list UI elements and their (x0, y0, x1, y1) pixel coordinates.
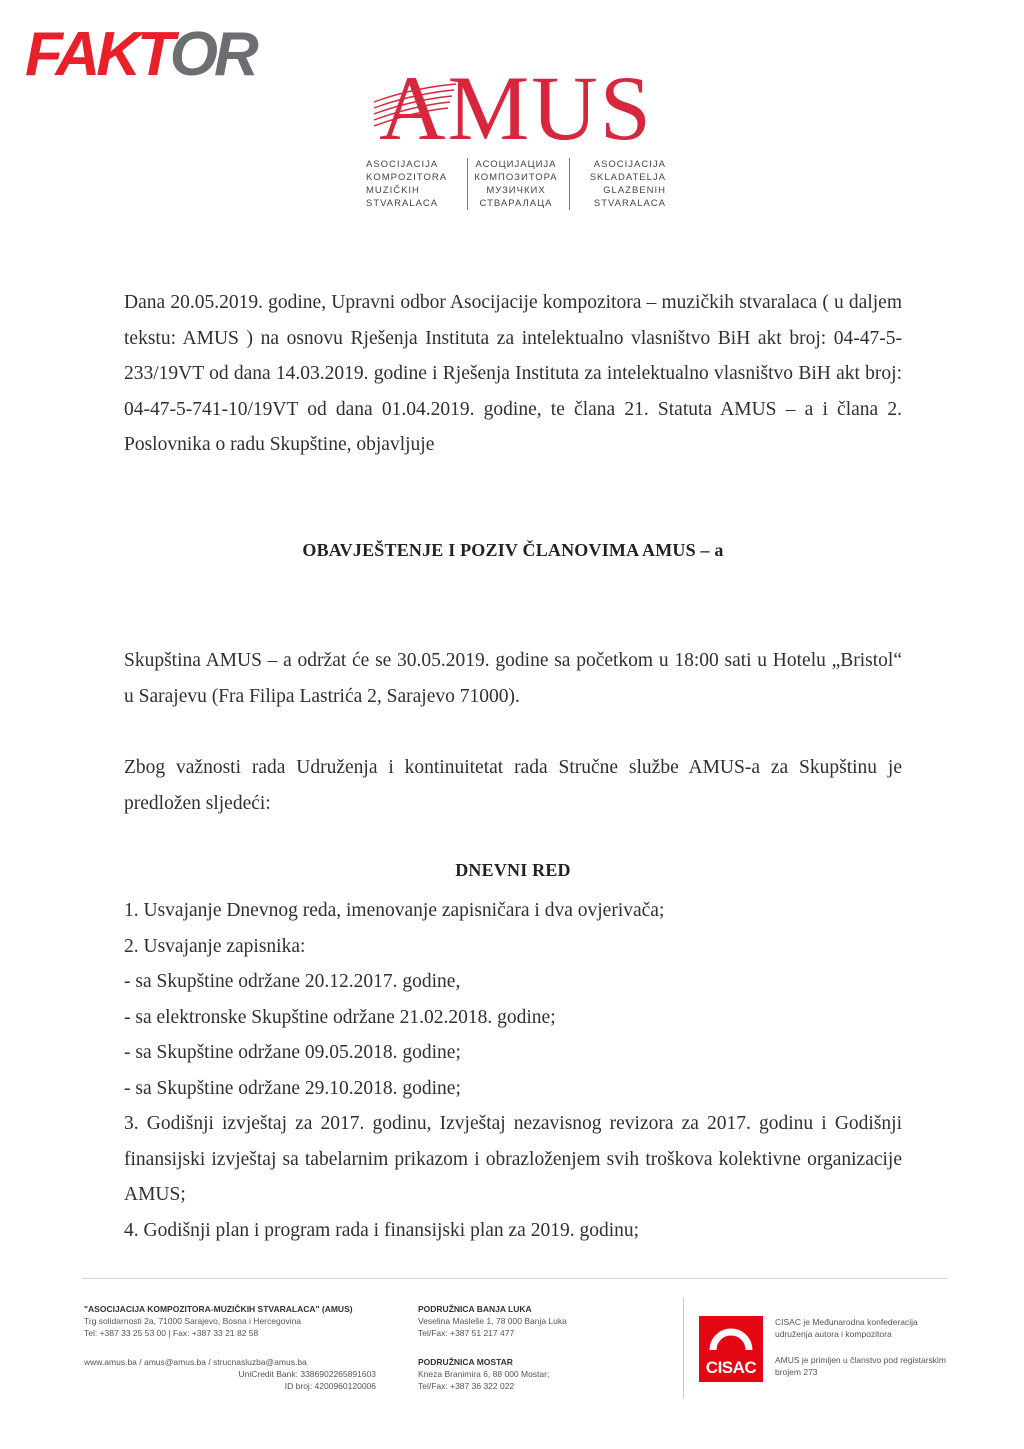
footer-mostar (418, 1356, 638, 1392)
footer-web[interactable]: www.amus.ba / amus@amus.ba / strucnasluzba@amus.ba (84, 1357, 307, 1367)
amus-col-line: GLAZBENIH (603, 185, 666, 196)
agenda-item: 4. Godišnji plan i program rada i finansijski plan za 2019. godinu; (124, 1219, 640, 1241)
footer-org-address: Trg solidarnosti 2a, 71000 Sarajevo, Bosna i Hercegovina (84, 1316, 302, 1326)
amus-col-line: КОМПОЗИТОРА (474, 172, 558, 183)
footer-mo-tel: Tel/Fax: +387 36 322 022 (418, 1381, 515, 1391)
amus-col-line: SKLADATELJA (589, 172, 666, 183)
cisac-label: CISAC (705, 1358, 757, 1377)
footer-vertical-divider (683, 1298, 684, 1398)
notice-heading: OBAVJEŠTENJE I POZIV ČLANOVIMA AMUS – a (302, 540, 724, 560)
amus-col-line: ASOCIJACIJA (366, 159, 439, 170)
agenda-heading: DNEVNI RED (455, 860, 571, 880)
agenda-item: - sa Skupštine održane 20.12.2017. godine, (124, 971, 461, 992)
amus-col-line: STVARALACA (593, 198, 666, 209)
agenda-item: - sa Skupštine održane 29.10.2018. godine; (124, 1077, 461, 1099)
faktor-logo-grey: OR (169, 20, 255, 89)
amus-col-line: KOMPOZITORA (366, 172, 448, 183)
proposal-paragraph: Zbog važnosti rada Udruženja i kontinuitetat rada Stručne službe AMUS-a za Skupštinu je predložen sljedeći: (124, 757, 902, 814)
footer-org-name: "ASOCIJACIJA KOMPOZITORA-MUZIČKIH STVARALACA" (AMUS) (84, 1304, 353, 1314)
footer-org-tel: Tel: +387 33 25 53 00 | Fax: +387 33 21 82 58 (84, 1328, 259, 1338)
agenda-item: 1. Usvajanje Dnevnog reda, imenovanje zapisničara i dva ovjerivača; (124, 900, 665, 921)
agenda-list (124, 893, 902, 1248)
footer-id: ID broj: 4200960120006 (284, 1381, 376, 1391)
amus-logo (366, 57, 666, 222)
amus-col-cyrillic (467, 158, 564, 210)
amus-col-line: СТВАРАЛАЦА (479, 198, 553, 209)
agenda-item: 3. Godišnji izvještaj za 2017. godinu, Izvještaj nezavisnog revizora za 2017. godinu i Godišnji finansijski izvještaj sa tabelarnim prikazom i obrazloženjem svih troškova kolektivne organizacije AMUS; (124, 1113, 902, 1205)
intro-paragraph: Dana 20.05.2019. godine, Upravni odbor Asocijacije kompozitora – muzičkih stvaralaca ( u daljem tekstu: AMUS ) na osnovu Rješenja Instituta za intelektualno vlasništvo BiH akt broj: 04-47-5-233/19VT od dana 14.03.2019. godine i Rješenja Instituta za intelektualno vlasništvo BiH akt broj: 04-47-5-741-10/19VT od dana 01.04.2019. godine, te člana 21. Statuta AMUS – a i člana 2. Poslovnika o radu Skupštine, objavljuje (124, 292, 902, 455)
agenda-item: - sa Skupštine održane 09.05.2018. godine; (124, 1042, 461, 1063)
footer-bl-address: Veselina Masleše 1, 78 000 Banja Luka (418, 1316, 567, 1326)
cisac-arc-icon (699, 1318, 763, 1358)
amus-col-line: АСОЦИЈАЦИЈА (475, 159, 557, 170)
footer-bank: UniCredit Bank: 3386902265891603 (238, 1369, 376, 1379)
amus-col-line: STVARALACA (366, 198, 439, 209)
amus-col-croatian (569, 158, 666, 210)
footer-mo-address: Kneza Branimira 6, 88 000 Mostar; (418, 1369, 550, 1379)
footer-divider (82, 1278, 948, 1279)
footer-bl-title: PODRUŽNICA BANJA LUKA (418, 1304, 532, 1314)
footer-org-block (84, 1303, 394, 1339)
amus-col-line: ASOCIJACIJA (593, 159, 666, 170)
footer-bl-tel: Tel/Fax: +387 51 217 477 (418, 1328, 515, 1338)
agenda-item: 2. Usvajanje zapisnika: (124, 935, 306, 957)
assembly-paragraph: Skupština AMUS – a održat će se 30.05.2019. godine sa početkom u 18:00 sati u Hotelu „Bristol“ u Sarajevu (Fra Filipa Lastrića 2, Sarajevo 71000). (124, 650, 902, 707)
faktor-logo (25, 20, 255, 89)
footer-contact-block (84, 1356, 376, 1392)
cisac-note-2: AMUS je primljen u članstvo pod registarskim brojem 273 (775, 1355, 947, 1377)
faktor-logo-red: FAKT (25, 20, 170, 89)
cisac-logo (699, 1316, 763, 1382)
amus-logo-subtitle (366, 158, 666, 210)
footer-banja-luka (418, 1303, 638, 1339)
cisac-note-1: CISAC je Međunarodna konfederacija udruženja autora i kompozitora (775, 1317, 918, 1339)
amus-col-line: МУЗИЧКИХ (486, 185, 546, 196)
footer-mo-title: PODRUŽNICA MOSTAR (418, 1357, 513, 1367)
agenda-item: - sa elektronske Skupštine održane 21.02.2018. godine; (124, 1006, 556, 1028)
amus-col-line: MUZIČKIH (366, 185, 420, 196)
amus-logo-word: AMUS (379, 57, 653, 159)
amus-col-latin (366, 158, 462, 210)
